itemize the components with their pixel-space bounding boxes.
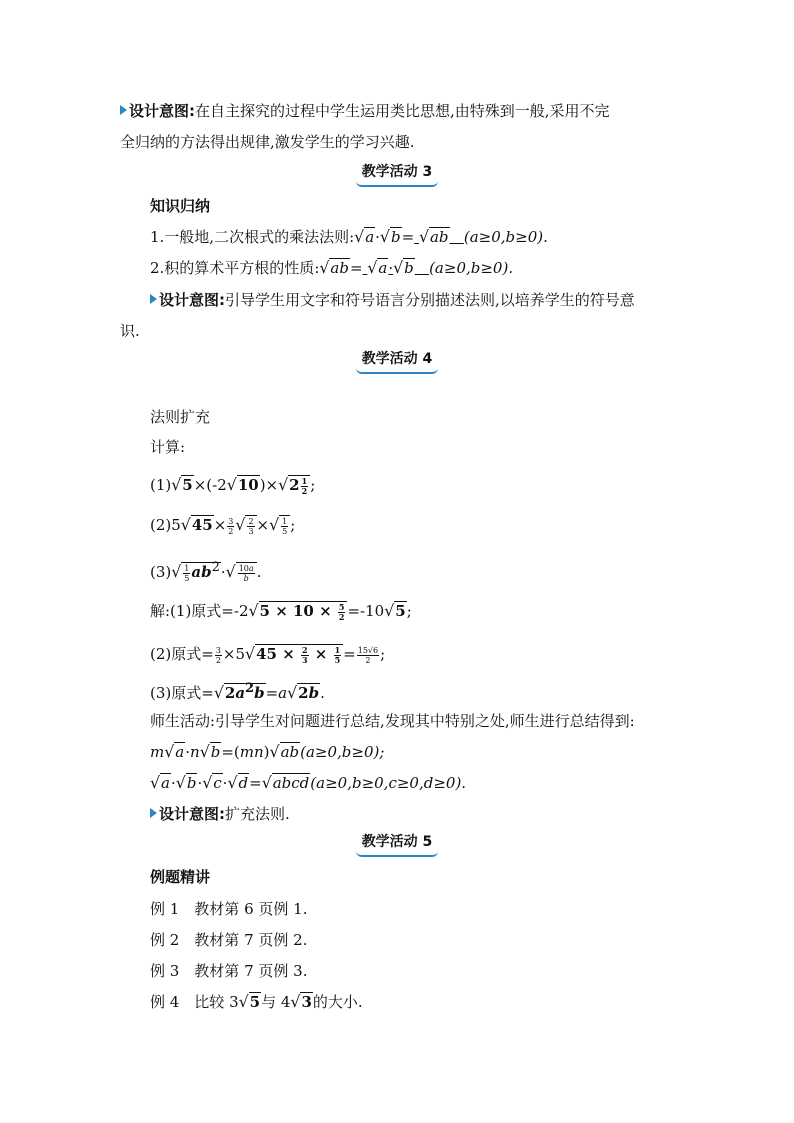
act3-intent-line2: 识. <box>120 322 140 340</box>
intro-intent-text: 在自主探究的过程中学生运用类比思想,由特殊到一般,采用不完 <box>195 102 610 120</box>
example-3: 例 3 教材第 7 页例 3. <box>150 962 308 980</box>
triangle-marker-icon <box>120 105 127 115</box>
triangle-marker-icon <box>150 808 157 818</box>
section-heading-activity-5: 教学活动 5 <box>356 832 439 857</box>
intro-intent-line2: 全归纳的方法得出规律,激发学生的学习兴趣. <box>120 133 415 151</box>
rule-2: 2.积的算术平方根的性质:√ab= √a·√b (a≥0,b≥0). <box>150 258 514 277</box>
problem-2: (2)5√45× $\frac{3}{2}$ √ $\frac{2}{3}$ ×√ $\frac{1}{5}$ ; <box>150 515 296 536</box>
calc-label: 计算: <box>150 438 186 456</box>
problem-3: (3)√ $\frac{1}{5}$ $ab^2\cdot√$ $\frac{10a}{b}$ . <box>150 560 262 583</box>
solution-3: (3)原式$=√2a^2b=a√2b$. <box>150 681 325 702</box>
solution-2: (2)原式= $\frac{3}{2}$ ×5√45 × $\frac{2}{3}$ × $\frac{1}{5}$ = $\frac{15√6}{2}$ ; <box>150 644 386 665</box>
section-title-examples: 例题精讲 <box>150 868 211 886</box>
triangle-marker-icon <box>150 294 157 304</box>
design-intent-label: 设计意图: <box>129 102 195 120</box>
example-4: 例 4 比较 3√5与 4√3的大小. <box>150 992 363 1011</box>
rule-1: 1.一般地,二次根式的乘法法则:√a·√b= √ab (a≥0,b≥0). <box>150 227 548 246</box>
example-1: 例 1 教材第 6 页例 1. <box>150 900 308 918</box>
act4-intent: 设计意图:扩充法则. <box>150 803 290 825</box>
solution-1: 解:(1)原式=-2√5 × 10 × $\frac{5}{2}$ =-10√5; <box>150 601 412 622</box>
act3-intent-line1: 设计意图:引导学生用文字和符号语言分别描述法则,以培养学生的符号意 <box>150 289 635 311</box>
formula-2: √a·√b·√c·√d=√abcd(a≥0,b≥0,c≥0,d≥0). <box>150 773 467 792</box>
intro-intent-line1 <box>120 100 610 122</box>
section-heading-activity-3: 教学活动 3 <box>356 162 439 187</box>
section-title-knowledge-summary: 知识归纳 <box>150 197 211 215</box>
formula-1: m√a·n√b=(mn)√ab(a≥0,b≥0); <box>150 742 385 761</box>
example-2: 例 2 教材第 7 页例 2. <box>150 931 308 949</box>
section-title-rule-extension: 法则扩充 <box>150 408 211 426</box>
section-heading-activity-4: 教学活动 4 <box>356 349 439 374</box>
teacher-student-activity: 师生活动:引导学生对问题进行总结,发现其中特别之处,师生进行总结得到: <box>150 712 635 730</box>
problem-1: (1)√5×(-2√10)×√2 $\frac{1}{2}$ ; <box>150 475 316 496</box>
